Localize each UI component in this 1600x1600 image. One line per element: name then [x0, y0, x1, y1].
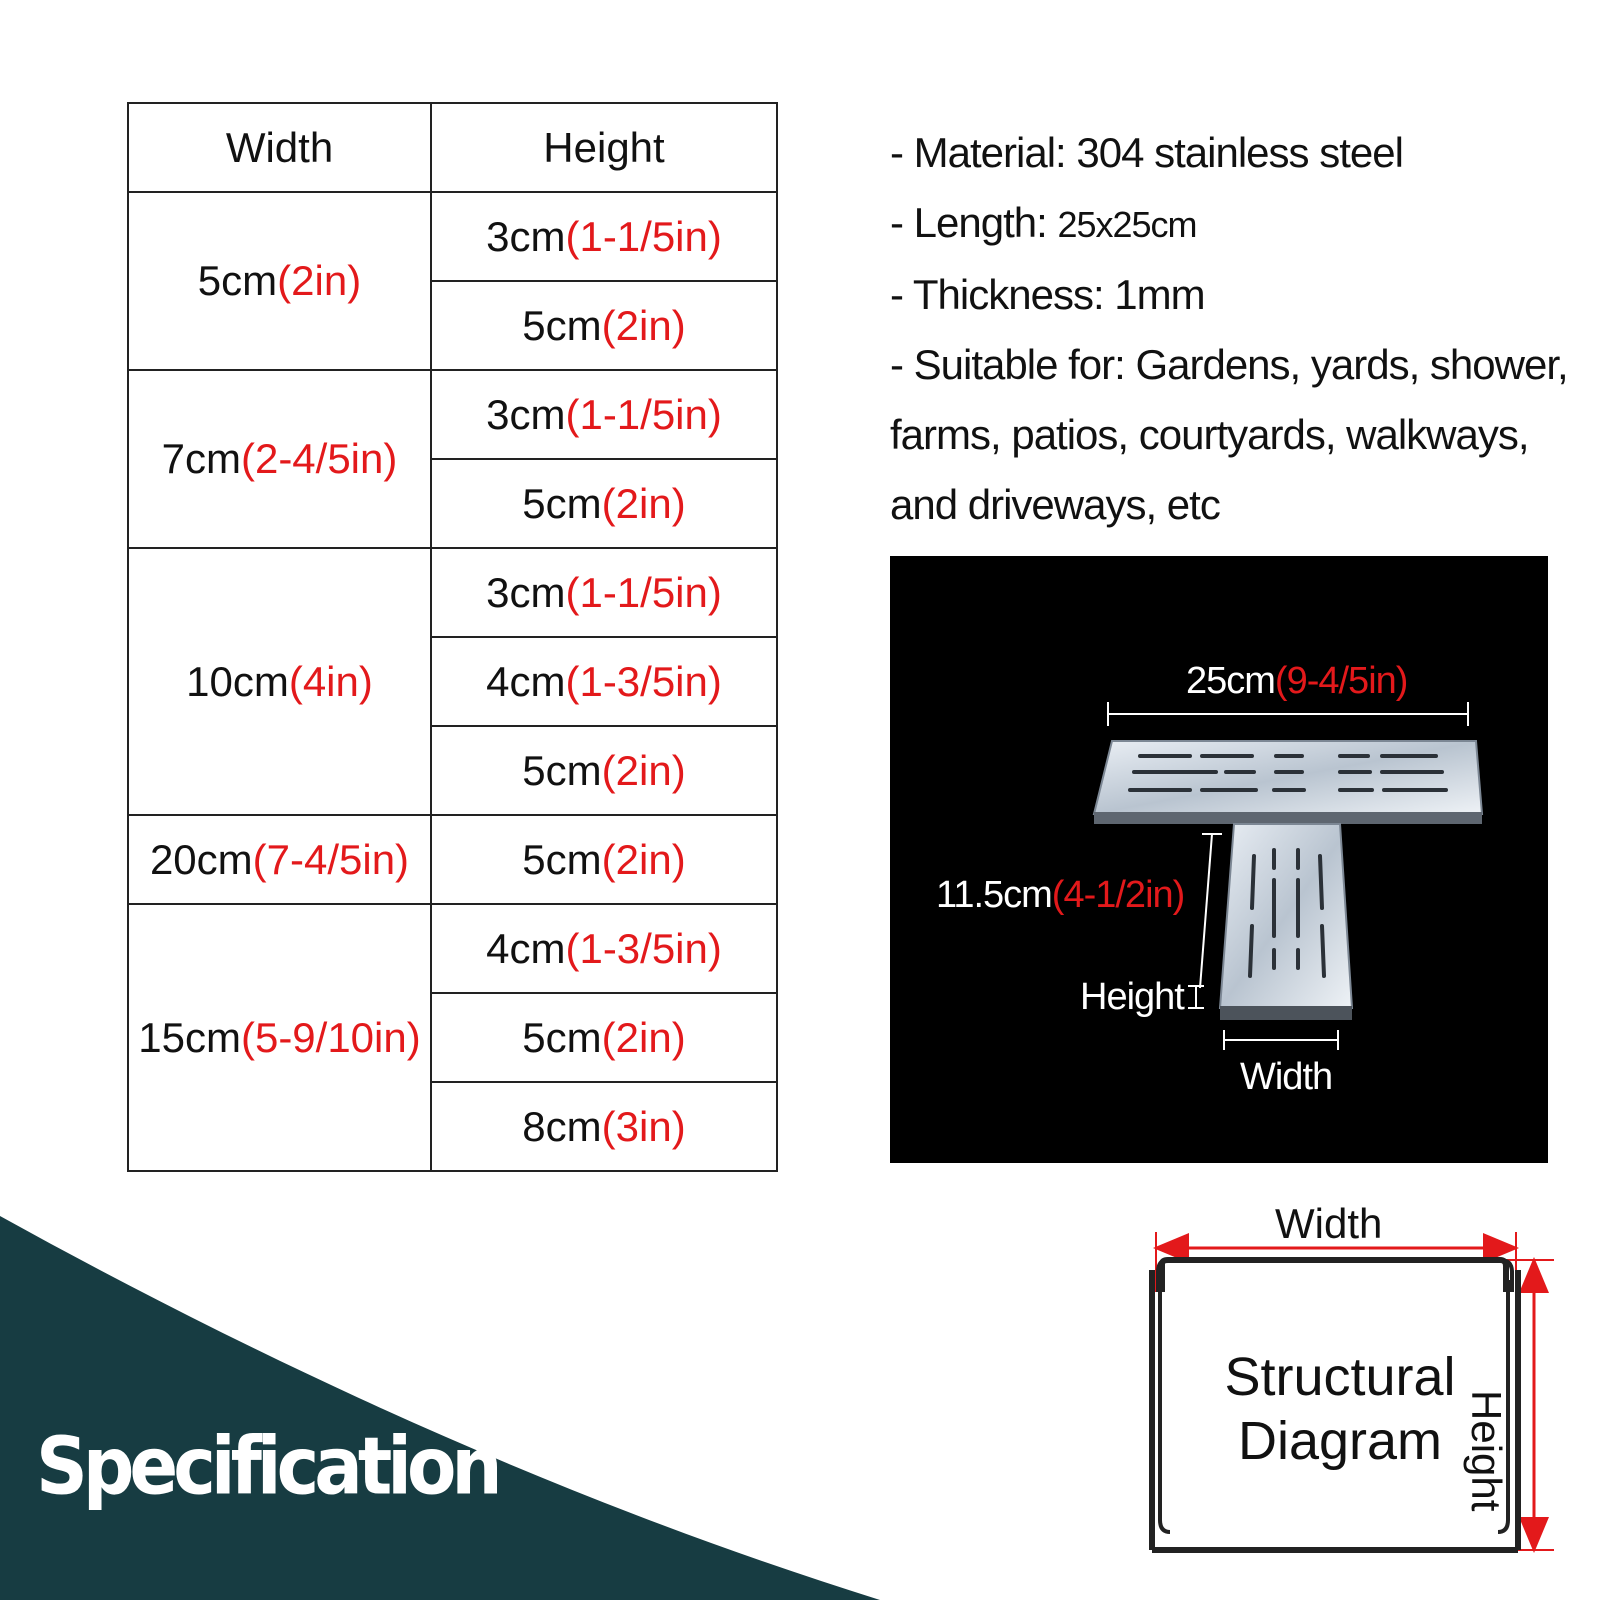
top-dimension-in: (9-4/5in) [1274, 660, 1408, 702]
height-in: (2in) [601, 835, 686, 883]
height-in: (1-1/5in) [565, 390, 722, 438]
height-cell [431, 1082, 777, 1171]
height-in: (2in) [601, 746, 686, 794]
diagram-height-label: Height [1463, 1390, 1510, 1512]
height-cm: 4cm [486, 657, 566, 705]
height-in: (1-1/5in) [565, 568, 722, 616]
side-dimension-label [936, 874, 1184, 917]
length-label: - Length: [890, 199, 1058, 246]
height-header: Height [431, 103, 777, 192]
table-row [128, 548, 777, 637]
height-cm: 3cm [486, 390, 566, 438]
width-cm: 20cm [149, 835, 253, 883]
diagram-title-line2: Diagram [1237, 1411, 1443, 1471]
height-cell [431, 192, 777, 281]
diagram-title [1210, 1345, 1470, 1473]
height-in: (2in) [601, 301, 686, 349]
width-header: Width [128, 103, 431, 192]
diagram-width-label: Width [1275, 1200, 1383, 1247]
length-line [890, 188, 1580, 260]
side-dimension-in: (4-1/2in) [1051, 874, 1185, 916]
banner-shape [0, 1200, 880, 1600]
height-cell [431, 370, 777, 459]
height-cm: 4cm [486, 924, 566, 972]
table-row [128, 370, 777, 459]
width-in: (4in) [288, 657, 373, 705]
width-cm: 7cm [161, 435, 241, 482]
height-cell [431, 815, 777, 904]
height-in: (1-3/5in) [565, 657, 722, 705]
photo-height-label: Height [1080, 976, 1184, 1018]
height-in: (1-3/5in) [565, 924, 722, 972]
height-cm: 3cm [486, 568, 566, 616]
height-cm: 8cm [522, 1102, 602, 1150]
thickness-text: - Thickness: 1mm [890, 271, 1205, 318]
spec-table [127, 102, 778, 1172]
length-value: 25x25cm [1057, 204, 1197, 245]
photo-width-label: Width [1240, 1056, 1333, 1098]
height-cell [431, 726, 777, 815]
height-cell [431, 904, 777, 993]
product-info [890, 118, 1580, 540]
height-cell [431, 281, 777, 370]
top-dimension-cm: 25cm [1186, 660, 1275, 702]
height-in: (2in) [601, 479, 686, 527]
width-cm: 10cm [186, 657, 289, 705]
height-cm: 5cm [522, 1013, 602, 1061]
height-cm: 5cm [522, 479, 602, 527]
width-cell [128, 548, 431, 815]
side-dimension-cm: 11.5cm [936, 874, 1052, 916]
height-cell [431, 548, 777, 637]
width-in: (5-9/10in) [240, 1013, 421, 1061]
height-cm: 5cm [522, 835, 602, 883]
spec-table-body [128, 192, 777, 1171]
height-cell [431, 459, 777, 548]
specification-title: Specification [36, 1420, 498, 1513]
width-in: (7-4/5in) [252, 835, 410, 883]
diagram-title-line1: Structural [1224, 1347, 1456, 1407]
width-cell [128, 904, 431, 1171]
material-text: - Material: 304 stainless steel [890, 129, 1403, 176]
suitable-text: - Suitable for: Gardens, yards, shower, farms, patios, courtyards, walkways, and driveways, etc [890, 341, 1568, 528]
height-cm: 5cm [522, 301, 602, 349]
height-cell [431, 993, 777, 1082]
width-cm: 5cm [197, 257, 278, 304]
table-row [128, 192, 777, 281]
tee-drain-illustration [890, 556, 1548, 1163]
height-in: (2in) [601, 1013, 686, 1061]
height-cm: 3cm [486, 212, 566, 260]
width-cell [128, 192, 431, 370]
table-row [128, 904, 777, 993]
width-in: (2in) [277, 257, 362, 304]
height-cell [431, 637, 777, 726]
width-cm: 15cm [138, 1013, 241, 1061]
table-row [128, 815, 777, 904]
width-cell [128, 370, 431, 548]
height-in: (3in) [601, 1102, 686, 1150]
product-photo [890, 556, 1548, 1163]
height-in: (1-1/5in) [565, 212, 722, 260]
width-cell [128, 815, 431, 904]
width-in: (2-4/5in) [240, 435, 398, 482]
top-dimension-label [1186, 660, 1407, 703]
height-cm: 5cm [522, 746, 602, 794]
